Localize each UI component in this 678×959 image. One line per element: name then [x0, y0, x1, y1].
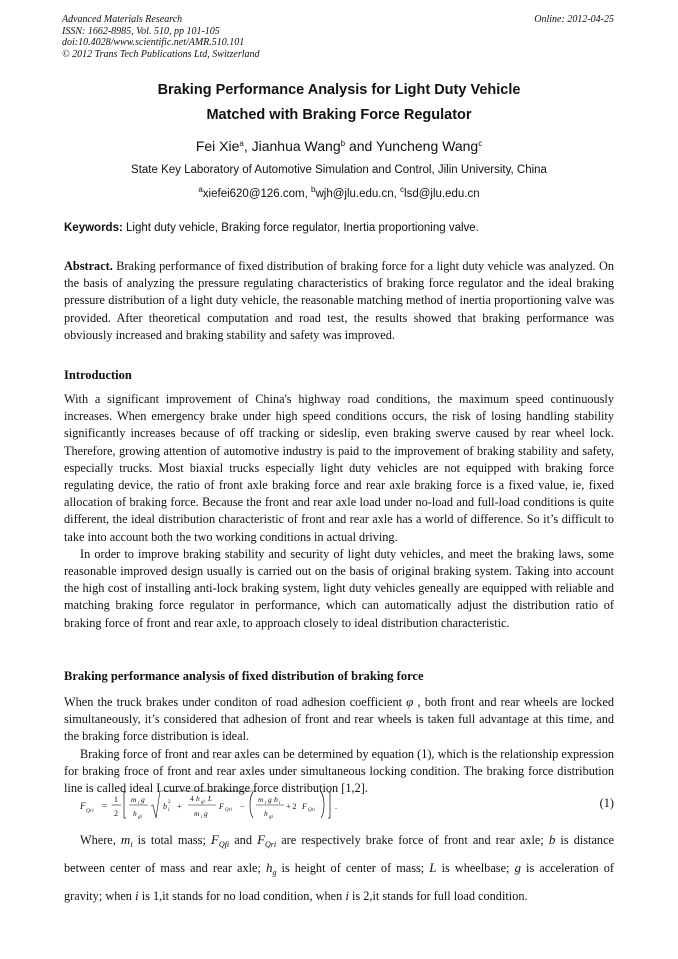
abstract-text: Braking performance of fixed distribution of braking force for a light duty vehicle was analyzed. On the basis of analyzing the pressure regulating characteristics of braking force regulator and the ideal braking pressure distribution of a light duty vehicle, the reasonable matching method of inertia proportioning valve was provided. After theoretical computation and road test, the results showed that braking performance was obviously increased and braking stability and safety was improved. [64, 259, 614, 342]
equation-number: (1) [599, 796, 614, 810]
author-separator: , [243, 138, 252, 154]
svg-text:.: . [335, 802, 337, 811]
email: wjh@jlu.edu.cn, [315, 188, 401, 200]
svg-text:m: m [194, 809, 200, 818]
definition-text: is acceleration of gravity; when [64, 861, 614, 903]
braking-force-formula [78, 788, 378, 822]
keywords [64, 222, 479, 234]
svg-text:=: = [102, 801, 108, 811]
affiliation-mark: a [239, 139, 244, 148]
online-date: Online: 2012-04-25 [534, 14, 614, 25]
abstract-label: Abstract. [64, 259, 113, 273]
var-subscript: Qfi [218, 840, 230, 849]
issn-line: ISSN: 1662-8985, Vol. 510, pp 101-105 [62, 25, 220, 37]
var-subscript: g [272, 868, 277, 877]
braking-analysis-body [64, 693, 614, 797]
introduction-body [64, 391, 614, 632]
var-i: i [135, 888, 139, 903]
svg-text:Qri: Qri [86, 808, 94, 814]
svg-text:gi: gi [269, 815, 273, 820]
svg-text:L: L [208, 794, 213, 803]
svg-text:g: g [268, 795, 272, 804]
var-l: L [429, 860, 437, 875]
svg-text:2: 2 [114, 809, 118, 818]
svg-text:2: 2 [168, 800, 171, 805]
definition-text: is distance between center of mass and rear axle; [64, 833, 614, 875]
email-mark: a [198, 185, 203, 194]
svg-text:i: i [201, 815, 203, 820]
svg-text:gi: gi [138, 815, 142, 820]
svg-text:h: h [264, 809, 268, 818]
svg-text:F: F [219, 802, 224, 811]
paragraph: Braking force of front and rear axles can be determined by equation (1), which is the relationship expression for braking froce of front and rear axles under simultaneous locking condition. The braking force distribution line is called ideal I curve of brakinge force distribution [1,2]. [64, 746, 614, 796]
section-heading-braking-analysis: Braking performance analysis of fixed distribution of braking force [64, 669, 424, 683]
svg-text:m: m [258, 795, 264, 804]
svg-text:F: F [80, 801, 86, 811]
phi-symbol: φ [406, 694, 414, 709]
svg-text:i: i [279, 801, 281, 806]
svg-text:1: 1 [114, 795, 118, 804]
var-m: m [120, 832, 131, 847]
affiliation: State Key Laboratory of Automotive Simulation and Control, Jilin University, China [131, 164, 547, 176]
email: xiefei620@126.com, [202, 188, 312, 200]
definition-text: and [229, 833, 258, 847]
journal-name: Advanced Materials Research [62, 14, 183, 25]
svg-text:i: i [265, 801, 267, 806]
svg-text:b: b [274, 795, 278, 804]
doi-line: doi:10.4028/www.scientific.net/AMR.510.101 [62, 37, 245, 48]
author-name: Jianhua Wang [251, 138, 341, 154]
definition-text: is height of center of mass; [276, 861, 430, 875]
paragraph-text: , both front and rear wheels are locked simultaneously, it’s considered that adhesion of front and rear wheels is taken full advantage at this time, and the braking force distribution is ideal. [64, 695, 614, 744]
email-mark: c [400, 185, 405, 194]
svg-text:m: m [131, 795, 137, 804]
svg-text:h: h [133, 809, 137, 818]
definition-text: is 1,it stands for no load condition, when [138, 889, 346, 903]
svg-text:Qri: Qri [225, 808, 232, 813]
equation-1 [78, 788, 614, 822]
svg-text:h: h [196, 794, 200, 803]
svg-text:F: F [302, 802, 307, 811]
svg-text:gi: gi [201, 800, 205, 805]
definition-text: is wheelbase; [436, 861, 515, 875]
svg-text:+ 2: + 2 [286, 802, 297, 811]
var-f-front: F [210, 832, 219, 847]
definition-text: Where, [80, 833, 121, 847]
svg-text:Qri: Qri [308, 808, 315, 813]
svg-text:g: g [141, 795, 145, 804]
journal-header [62, 14, 260, 60]
paragraph-text: When the truck brakes under conditon of road adhesion coefficient [64, 695, 407, 709]
author-list [0, 138, 678, 154]
paper-title-line-1: Braking Performance Analysis for Light Duty Vehicle [157, 82, 521, 98]
keywords-label: Keywords: [64, 222, 123, 234]
author-name: Yuncheng Wang [375, 138, 479, 154]
copyright-line: © 2012 Trans Tech Publications Ltd, Switzerland [62, 48, 260, 60]
svg-text:−: − [240, 802, 245, 811]
author-emails [0, 185, 678, 200]
author-separator: and [345, 138, 376, 154]
affiliation-mark: b [340, 139, 346, 148]
svg-text:i: i [138, 801, 140, 806]
email: lsd@jlu.edu.cn [404, 188, 480, 200]
variable-definitions [64, 828, 614, 908]
svg-text:g: g [204, 809, 208, 818]
keywords-text: Light duty vehicle, Braking force regulator, Inertia proportioning valve. [122, 222, 479, 234]
var-h: h [265, 860, 273, 875]
abstract [64, 258, 614, 344]
email-mark: b [311, 185, 316, 194]
var-b: b [548, 832, 556, 847]
svg-text:i: i [168, 808, 170, 813]
paper-title-line-2: Matched with Braking Force Regulator [206, 107, 472, 123]
var-g: g [514, 860, 521, 875]
var-f-rear: F [257, 832, 266, 847]
paragraph [64, 693, 614, 746]
paragraph: With a significant improvement of China's highway road conditions, the maximum speed continuously increases. When emergency brake under high speed conditions occurs, the risk of losing handling stability significantly increases because of off tracking or sideslip, even braking swerve caused by rear wheel lock. Therefore, growing attention of automotive industry is paid to the improvement of braking stability and safety, especially trucks. Most biaxial trucks especially light duty vehicles are not equipped with braking force regulating device, the ratio of front axle braking force and rear axle braking force is a fixed value, ie, fixed allocation of braking force. Because the front and rear axle load under no-load and full-load conditions is quite different, the ideal distribution characteristic of front and rear axle has a world of difference. So it’s difficult to take into account both the two working conditions in actual driving. [64, 392, 614, 544]
svg-text:b: b [163, 802, 167, 811]
definition-text: are respectively brake force of front and rear axle; [276, 833, 549, 847]
definition-text: is total mass; [132, 833, 211, 847]
section-heading-introduction: Introduction [64, 368, 132, 382]
svg-text:4: 4 [190, 794, 194, 803]
author-name: Fei Xie [195, 138, 240, 154]
definition-text: is 2,it stands for full load condition. [348, 889, 528, 903]
affiliation-mark: c [478, 139, 483, 148]
paragraph: In order to improve braking stability and security of light duty vehicles, and meet the braking laws, some reasonable improved design usually is carried out on the basis of original braking system. Taking into account the high cost of installing anti-lock braking system, light duty vehicles geneally are equipped with reliable and matching braking force regulator in performance, which can automatically adjust the distribution ratio of braking force of front and rear axle, to approach closely to ideal distribution characteristic. [64, 546, 614, 630]
svg-text:+: + [177, 802, 182, 811]
var-subscript: Qri [265, 840, 277, 849]
var-subscript: i [130, 840, 133, 849]
var-i: i [345, 888, 349, 903]
